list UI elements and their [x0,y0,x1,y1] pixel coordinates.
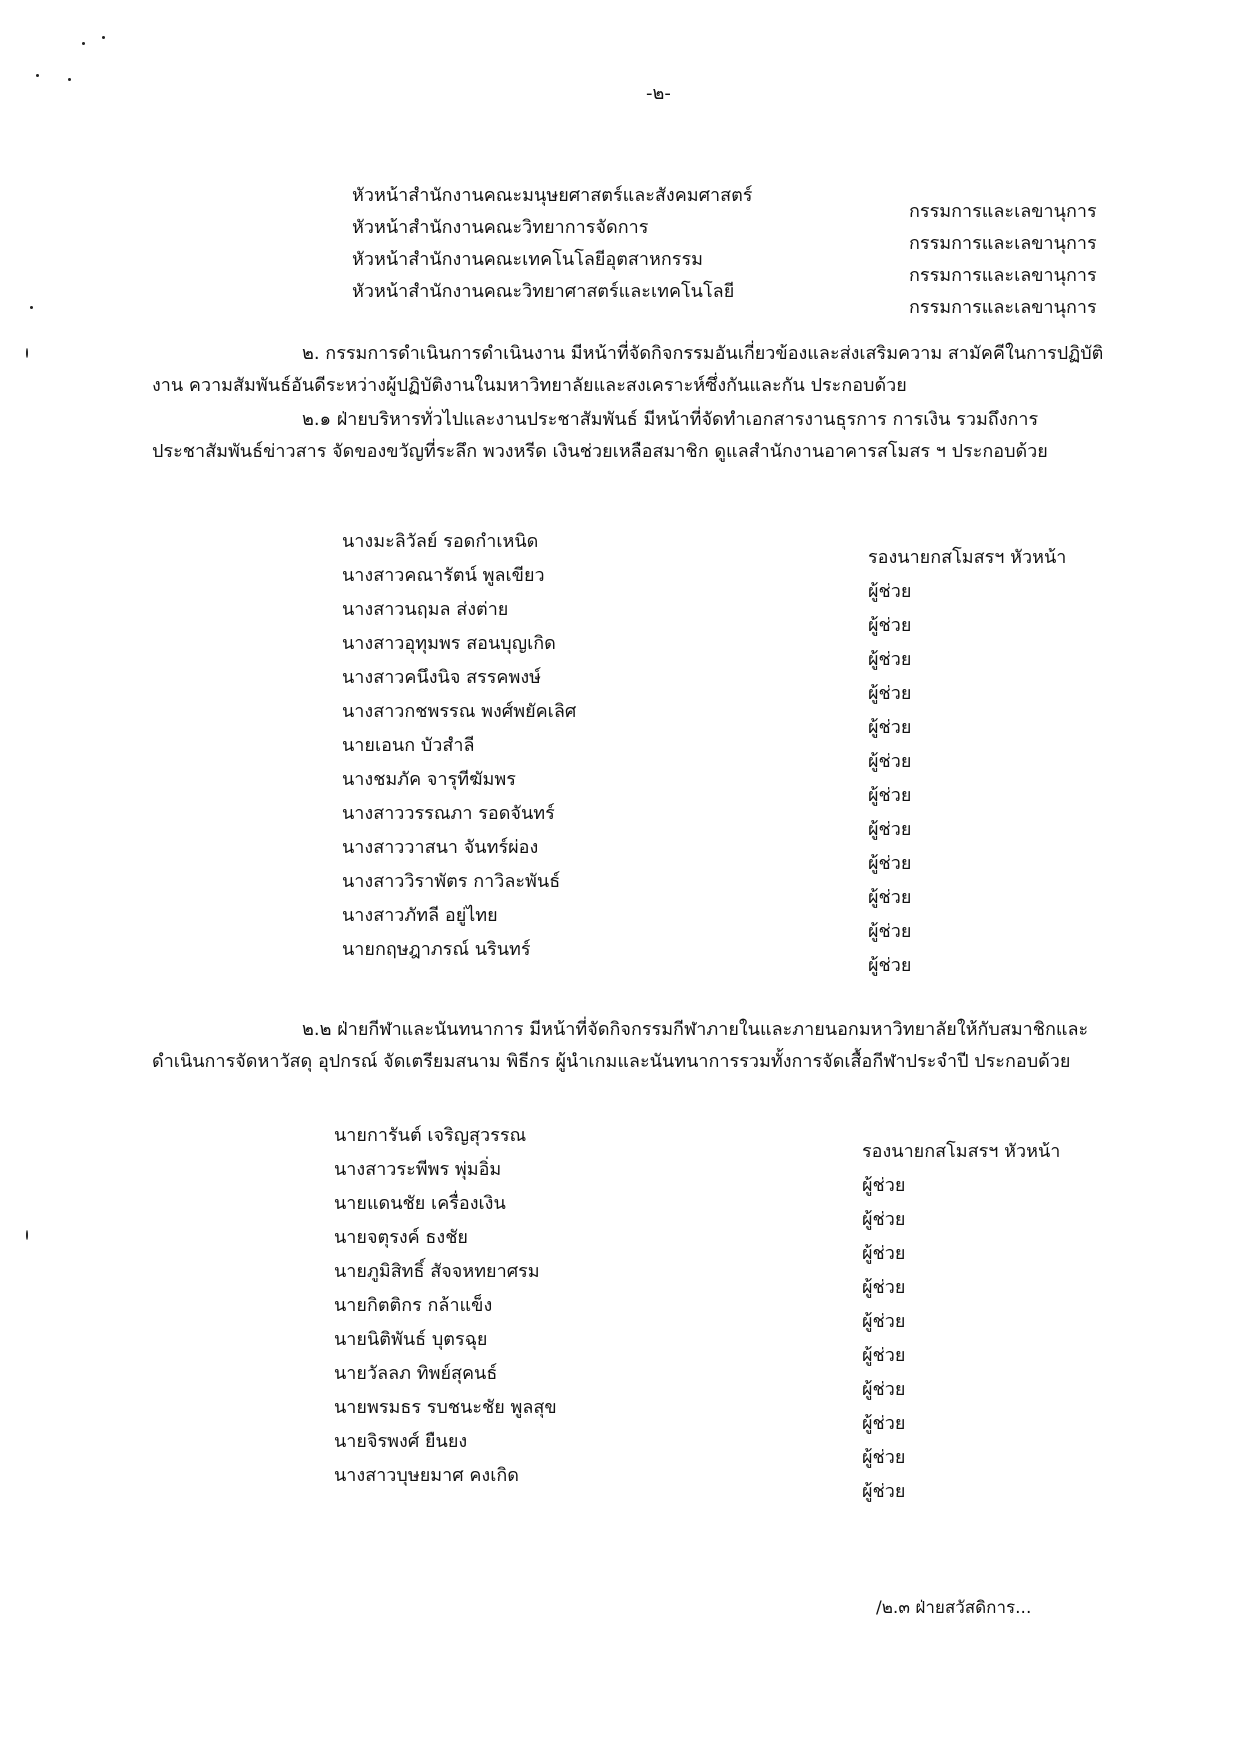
member-role: ผู้ช่วย [862,1243,906,1264]
member-name: นางสาวคนึงนิจ สรรคพงษ์ [342,667,541,688]
member-role: ผู้ช่วย [868,853,912,874]
member-name: นางชมภัค จารุทีฆัมพร [342,769,516,790]
member-name: นางสาวภัทลี อยู่ไทย [342,905,498,926]
member-role: ผู้ช่วย [862,1277,906,1298]
member-role: กรรมการและเลขานุการ [909,201,1097,222]
member-name: นางสาววรรณภา รอดจันทร์ [342,803,555,824]
member-role: ผู้ช่วย [868,887,912,908]
member-name: นายกิตติกร กล้าแข็ง [334,1295,493,1316]
member-name: นางสาววาสนา จันทร์ผ่อง [342,837,539,858]
member-name: นายกฤษฎาภรณ์ นรินทร์ [342,939,531,960]
member-role: ผู้ช่วย [862,1379,906,1400]
member-role: รองนายกสโมสรฯ หัวหน้า [862,1141,1061,1162]
member-name: นายการันต์ เจริญสุวรรณ [334,1125,527,1146]
member-name: นางสาวนฤมล ส่งต่าย [342,599,509,620]
member-role: ผู้ช่วย [868,717,912,738]
member-name: นางสาวอุทุมพร สอนบุญเกิด [342,633,556,654]
page-number: -๒- [646,83,671,104]
section-2-1-paragraph: ๒.๑ ฝ่ายบริหารทั่วไปและงานประชาสัมพันธ์ มีหน้าที่จัดทำเอกสารงานธุรการ การเงิน รวมถึงการประชาสัมพันธ์ข่าวสาร จัดของขวัญที่ระลึก พวงหรีด เงินช่วยเหลือสมาชิก ดูแลสำนักงานอาคารสโมสร ฯ ประกอบด้วย [152,409,1048,462]
member-name: นายภูมิสิทธิ์ สัจจหทยาศรม [334,1261,540,1282]
member-role: ผู้ช่วย [868,683,912,704]
member-role: รองนายกสโมสรฯ หัวหน้า [868,547,1067,568]
section-2-paragraph [152,338,1112,402]
member-name: หัวหน้าสำนักงานคณะวิทยาศาสตร์และเทคโนโลยี [352,281,735,302]
member-role: ผู้ช่วย [868,615,912,636]
member-role: ผู้ช่วย [862,1413,906,1434]
continuation-footer: /๒.๓ ฝ่ายสวัสดิการ... [876,1598,1032,1618]
member-role: กรรมการและเลขานุการ [909,233,1097,254]
section-2-2-paragraph: ๒.๒ ฝ่ายกีฬาและนันทนาการ มีหน้าที่จัดกิจกรรมกีฬาภายในและภายนอกมหาวิทยาลัยให้กับสมาชิกและดำเนินการจัดหาวัสดุ อุปกรณ์ จัดเตรียมสนาม พิธีกร ผู้นำเกมและนันทนาการรวมทั้งการจัดเสื้อกีฬาประจำปี ประกอบด้วย [152,1019,1089,1072]
member-role: ผู้ช่วย [868,751,912,772]
member-name: นางสาววิราพัตร กาวิละพันธ์ [342,871,561,892]
member-role: ผู้ช่วย [868,955,912,976]
member-role: ผู้ช่วย [862,1481,906,1502]
member-role: ผู้ช่วย [862,1345,906,1366]
member-role: กรรมการและเลขานุการ [909,297,1097,318]
member-name: นายเอนก บัวสำลี [342,735,475,756]
member-name: นายแดนชัย เครื่องเงิน [334,1193,506,1214]
member-name: นายนิติพันธ์ บุตรฉุย [334,1329,488,1350]
member-name: นายวัลลภ ทิพย์สุคนธ์ [334,1363,498,1384]
member-name: นายพรมธร รบชนะชัย พูลสุข [334,1397,557,1418]
member-role: ผู้ช่วย [862,1175,906,1196]
member-role: ผู้ช่วย [862,1209,906,1230]
member-role: ผู้ช่วย [862,1311,906,1332]
member-role: กรรมการและเลขานุการ [909,265,1097,286]
member-name: หัวหน้าสำนักงานคณะวิทยาการจัดการ [352,217,649,238]
member-role: ผู้ช่วย [868,819,912,840]
member-role: ผู้ช่วย [868,649,912,670]
member-name: หัวหน้าสำนักงานคณะเทคโนโลยีอุตสาหกรรม [352,249,703,270]
member-name: นางสาวคณารัตน์ พูลเขียว [342,565,545,586]
member-name: นางสาวกชพรรณ พงศ์พยัคเลิศ [342,701,577,722]
member-name: นางสาวระพีพร พุ่มอิ่ม [334,1159,502,1180]
member-name: นายจตุรงค์ ธงชัย [334,1227,468,1248]
member-name: นางสาวบุษยมาศ คงเกิด [334,1465,519,1486]
member-name: นางมะลิวัลย์ รอดกำเหนิด [342,531,539,552]
member-name: นายจิรพงศ์ ยืนยง [334,1431,468,1452]
member-role: ผู้ช่วย [868,921,912,942]
member-role: ผู้ช่วย [868,785,912,806]
member-role: ผู้ช่วย [862,1447,906,1468]
section-2-text: ๒. กรรมการดำเนินการดำเนินงาน มีหน้าที่จัดกิจกรรมอันเกี่ยวข้องและส่งเสริมความ สามัคคีในการปฏิบัติงาน ความสัมพันธ์อันดีระหว่างผู้ปฏิบัติงานในมหาวิทยาลัยและสงเคราะห์ซึ่งกันและกัน ประกอบด้วย [152,343,1104,396]
member-role: ผู้ช่วย [868,581,912,602]
member-name: หัวหน้าสำนักงานคณะมนุษยศาสตร์และสังคมศาสตร์ [352,185,753,206]
